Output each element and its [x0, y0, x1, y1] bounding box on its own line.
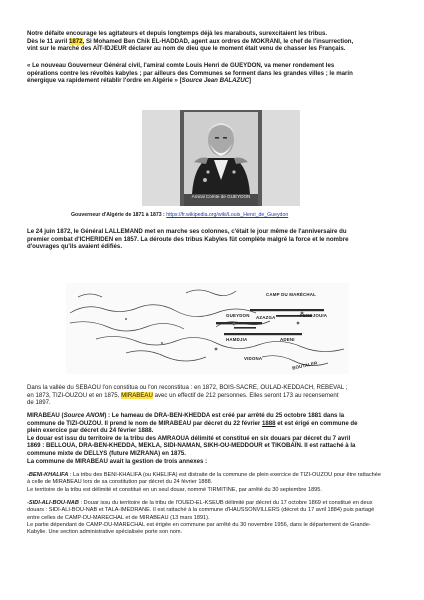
paragraph-sebaou [27, 384, 399, 407]
paragraph-mirabeau [27, 412, 399, 465]
text-line: Le territoire de la tribu est délimité et constitué en un seul douar, nommé TIRMITINE, par arrêté du 30 septembre 1895. [27, 486, 322, 493]
source-citation: Source ANOM [63, 412, 105, 419]
annex-name: -SIDI-ALI-BOU-NAB [27, 500, 79, 506]
text-run: ( [59, 412, 64, 419]
text-line [27, 392, 399, 400]
text-run: Dès le 11 avril [27, 37, 70, 45]
text-line: La commune de MIRABEAU avait la gestion de trois annexes : [27, 457, 208, 465]
map-label-gueydon: GUEYDON [226, 313, 250, 318]
map-label-camp: CAMP DU MARÉCHAL [266, 292, 316, 297]
text-line [27, 38, 399, 46]
portrait-illustration [142, 110, 300, 206]
portrait-inscription: Amiral Comte de GUEYDON [191, 194, 251, 199]
text-run: énergique va rapidement rétablir l'ordre en Algérie » [ [27, 77, 182, 85]
portrait-image [142, 110, 300, 206]
text-line [27, 500, 399, 507]
text-line: commune mixte de DELLYS (future MIZRANA) en 1875. [27, 449, 186, 457]
map-label-azazga: AZAZGA [256, 315, 276, 320]
text-line: de 1897. [27, 399, 51, 407]
text-line: opérations contre les révoltés kabyles ; par ailleurs des Communes se forment dans les grandes villes ; le marin [27, 69, 353, 77]
text-line: plein exercice par décret du 24 février 1888. [27, 427, 154, 435]
map-label-boutaler: BOUTALER [291, 360, 318, 371]
text-line: Le douar est issu du territoire de la tribu des AMRAOUA délimité et constitué en six douars par décret du 7 avril [27, 434, 351, 442]
heading-mirabeau: MIRABEAU [27, 412, 60, 419]
sebaou-valley-map [66, 283, 349, 374]
text-run: : Douar issu du territoire de la tribu de l'OUED-EL-KSEUB délimité par décret du 17 octobre 1869 et constitué en deux [78, 500, 373, 506]
paragraph-intro [27, 30, 399, 53]
text-line: Kabylie. Une section administrative spécialisée porte son nom. [27, 529, 183, 536]
map-label-ferdjouia: FERDJOUIA [300, 313, 328, 318]
text-line [27, 472, 399, 479]
map-label-hamdjia: HAMDJIA [226, 337, 248, 342]
text-line: Le 24 juin 1872, le Général LALLEMAND met en marche ses colonnes, c'était le jour même de l'anniversaire du [27, 228, 347, 235]
annex-name: -BENI-KHALIFA [27, 472, 69, 478]
paragraph-lallemand [27, 228, 399, 251]
text-line: « Le nouveau Gouverneur Général civil, l'amiral comte Louis Henri de GUEYDON, va mener rondement les [27, 62, 335, 69]
text-line: premier combat d'ICHERIDEN en 1857. La déroute des tribus Kabyles fût complète malgré la force et le nombre [27, 235, 349, 243]
text-run: , Si Mohamed Ben Chik EL-HADDAD, agent aux ordres de MOKRANI, le chef de l'insurrection, [82, 37, 354, 45]
text-line [27, 420, 399, 428]
source-citation: Source Jean BALAZUC [181, 77, 250, 85]
text-line: Le partie dépendant de CAMP-DU-MARECHAL est érigée en commune par arrêté du 30 novembre 1956, dans le département de Grande- [27, 521, 371, 528]
text-line: douars : SIDI-ALI-BOU-NAB et TALA-IMEDRANE. Il est rattaché à la commune d'HAUSSONVILLERS (décret du 17 avril 1884) puis partagé [27, 507, 375, 514]
text-line: à celle de MIRABEAU lors de sa constitution par décret du 24 février 1888. [27, 479, 213, 486]
paragraph-beni-khalifa [27, 472, 399, 494]
highlighted-mirabeau: MIRABEAU [121, 391, 153, 399]
text-line: Notre défaite encourage les agitateurs et depuis longtemps déjà les marabouts, surexcitaient les tribus. [27, 30, 328, 37]
map-label-vidona: VIDONA [244, 356, 263, 361]
text-line [27, 77, 399, 85]
text-run: ) : Le hameau de DRA-BEN-KHEDDA est créé par arrêté du 25 octobre 1881 dans la [104, 412, 345, 419]
image-caption [71, 212, 391, 220]
map-label-adeni: ADENI [280, 337, 295, 342]
caption-label: Gouverneur d'Algérie de 1871 à 1873 : [71, 212, 167, 218]
paragraph-sidi-ali-bou-nab [27, 500, 399, 536]
text-line: entre celles de CAMP-DU-MARECHAL et de MIRABEAU (13 mars 1891). [27, 514, 210, 521]
text-run: et est érigé en commune de [275, 419, 358, 427]
highlighted-year: 1872 [69, 37, 83, 45]
underlined-year: 1888 [262, 419, 276, 427]
text-line [27, 412, 399, 420]
text-run: avec un effectif de 212 personnes. Elles seront 173 au recensement [152, 391, 339, 399]
text-line: d'ouvrages qu'ils avaient édifiés. [27, 243, 123, 251]
text-run: commune de TIZI-OUZOU. Il prend le nom de MIRABEAU par décret du 22 février [27, 419, 262, 427]
text-line: 1869 : BELLOUA, DRA-BEN-KHEDDA, MEKLA, SIDI-NAMAN, SIKH-OU-MEDDOUR et TIKOBAÏN. Il est rattaché à la [27, 442, 356, 450]
wikipedia-link[interactable]: https://fr.wikipedia.org/wiki/Louis_Henri_de_Gueydon [166, 212, 289, 218]
text-line: vint sur le marché des AÏT-IDJEUR déclarer au nom de dieu que le moment était venu de chasser les Français. [27, 45, 346, 53]
text-run: en 1873, TIZI-OUZOU et en 1875, [27, 391, 122, 399]
text-run: ] [249, 77, 252, 85]
paragraph-quote [27, 62, 399, 85]
text-line: Dans la vallée du SEBAOU l'on constitua ou l'on reconstitua : en 1872, BOIS-SACRE, OULAD-KEDDACH, REBEVAL ; [27, 384, 348, 391]
text-run: : La tribu des BENI-KHALIFA (ou KHELIFA) est distraite de la commune de plein exercice de TIZI-OUZOU pour être rattachée [68, 472, 381, 478]
